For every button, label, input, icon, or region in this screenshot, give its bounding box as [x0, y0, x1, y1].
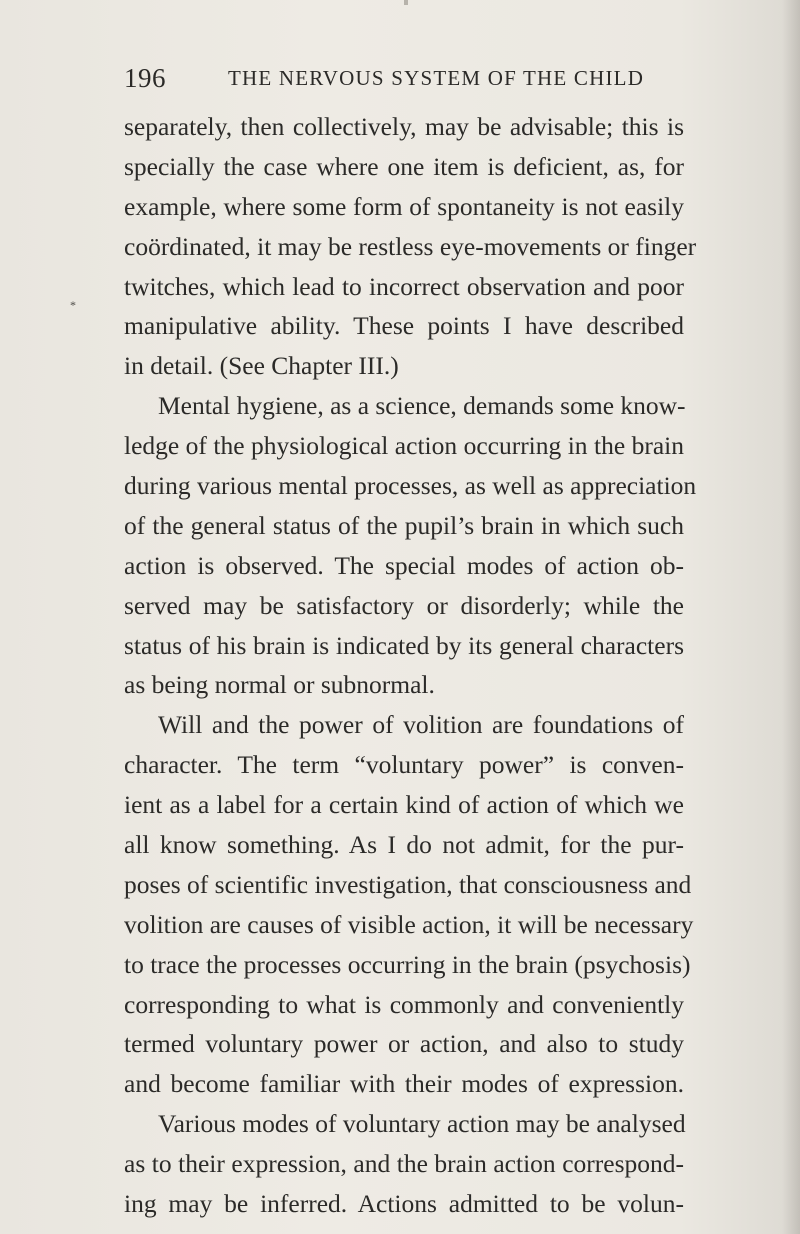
- text-line: all know something. As I do not admit, for the pur-: [124, 830, 684, 860]
- print-mark: [404, 0, 408, 5]
- text-line: ledge of the physiological action occurring in the brain: [124, 431, 684, 461]
- text-line: to trace the processes occurring in the brain (psychosis): [124, 949, 691, 979]
- paragraph-start-line: Will and the power of volition are foundations of: [158, 710, 684, 740]
- text-line: as to their expression, and the brain action correspond-: [124, 1149, 684, 1179]
- text-line: character. The term “voluntary power” is conven-: [124, 750, 684, 780]
- text-line: ient as a label for a certain kind of action of which we: [124, 790, 684, 820]
- text-line: poses of scientific investigation, that consciousness and: [124, 869, 692, 899]
- text-line: twitches, which lead to incorrect observation and poor: [124, 271, 684, 301]
- text-line: corresponding to what is commonly and conveniently: [124, 989, 684, 1019]
- paragraph-start-line: Mental hygiene, as a science, demands some know-: [158, 391, 686, 421]
- text-line: example, where some form of spontaneity is not easily: [124, 191, 684, 221]
- body-text: [124, 107, 697, 1224]
- text-line: served may be satisfactory or disorderly; while the: [124, 590, 684, 620]
- paragraph-start-line: Various modes of voluntary action may be analysed: [158, 1109, 686, 1139]
- text-line: termed voluntary power or action, and also to study: [124, 1029, 684, 1059]
- text-line: specially the case where one item is deficient, as, for: [124, 151, 684, 181]
- text-line: volition are causes of visible action, it will be necessary: [124, 909, 694, 939]
- running-head: [124, 63, 684, 93]
- text-line: as being normal or subnormal.: [124, 670, 435, 700]
- margin-asterisk: *: [70, 298, 76, 312]
- text-line: and become familiar with their modes of expression.: [124, 1069, 684, 1099]
- running-title: THE NERVOUS SYSTEM OF THE CHILD: [228, 66, 645, 90]
- text-line: status of his brain is indicated by its general characters: [124, 630, 684, 660]
- text-line: in detail. (See Chapter III.): [124, 351, 399, 381]
- text-line: during various mental processes, as well as appreciation: [124, 471, 697, 501]
- text-line: separately, then collectively, may be advisable; this is: [124, 112, 684, 141]
- page-number: 196: [124, 63, 166, 93]
- text-line: manipulative ability. These points I have described: [124, 311, 684, 341]
- text-line: of the general status of the pupil’s brain in which such: [124, 510, 684, 540]
- page-edge-shadow: [782, 0, 800, 1234]
- text-line: coördinated, it may be restless eye-movements or finger: [124, 231, 697, 261]
- text-line: ing may be inferred. Actions admitted to be volun-: [124, 1189, 684, 1219]
- text-line: action is observed. The special modes of action ob-: [124, 550, 684, 580]
